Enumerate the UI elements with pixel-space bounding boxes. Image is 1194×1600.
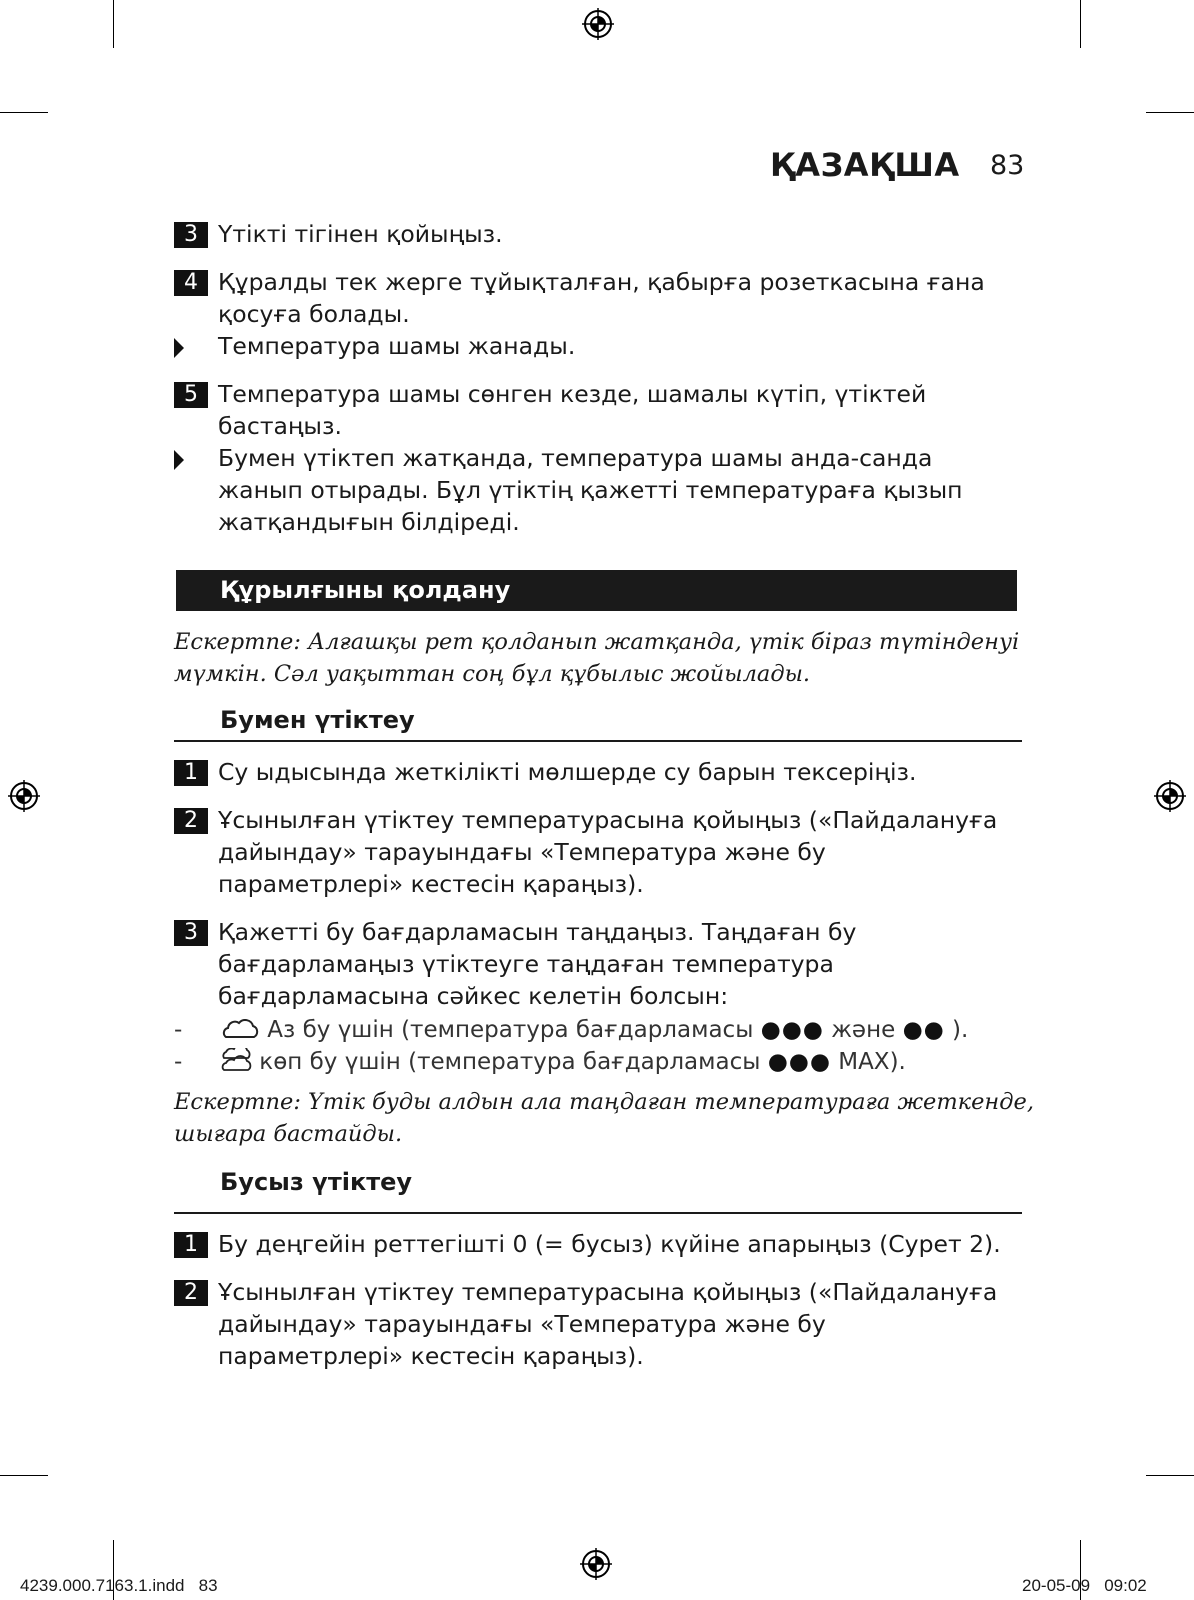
note-text: Ескертпе: Алғашқы рет қолданып жатқанда, үтік біраз түтінденуі мүмкін. Сәл уақыттан соң бұл құбылыс жойылады. xyxy=(174,629,1020,687)
step-text: Бу деңгейін реттегішті 0 (= бусыз) күйіне апарыңыз (Сурет 2). xyxy=(218,1230,1001,1258)
crop-mark xyxy=(113,0,114,48)
date-slug: 20-05-09 09:02 xyxy=(1022,1576,1147,1595)
subsection-heading: Бусыз үтіктеу xyxy=(220,1168,413,1196)
step-text: Ұсынылған үтіктеу температурасына қойыңыз («Пайдалануға дайындау» тарауындағы «Температура және бу параметрлері» кестесін қараңыз). xyxy=(218,806,998,898)
step-text: Су ыдысында жеткілікті мөлшерде су барын тексеріңіз. xyxy=(218,758,917,786)
step-text: Температура шамы сөнген кезде, шамалы күтіп, үтіктей бастаңыз. xyxy=(218,380,927,440)
bullet-text: Температура шамы жанады. xyxy=(218,332,576,360)
double-cloud-icon xyxy=(220,1048,252,1072)
step-number: 5 xyxy=(174,382,208,408)
step-number: 2 xyxy=(174,1280,208,1306)
option-pre-text: көп бу үшін (температура бағдарламасы xyxy=(252,1049,768,1075)
step-item xyxy=(174,1228,1001,1258)
page-number: 83 xyxy=(990,150,1025,181)
crop-mark xyxy=(1146,1475,1194,1476)
option-mid-text: MAX). xyxy=(830,1049,906,1075)
step-item xyxy=(174,378,927,440)
step-number: 3 xyxy=(174,920,208,946)
file-slug: 4239.000.7163.1.indd 83 xyxy=(20,1576,218,1595)
registration-mark-icon xyxy=(582,8,614,40)
step-number: 4 xyxy=(174,270,208,296)
crop-mark xyxy=(0,112,48,113)
step-text: Ұсынылған үтіктеу температурасына қойыңыз («Пайдалануға дайындау» тарауындағы «Температура және бу параметрлері» кестесін қараңыз). xyxy=(218,1278,998,1370)
step-text: Үтікті тігінен қойыңыз. xyxy=(218,220,503,248)
step-text: Құралды тек жерге тұйықталған, қабырға розеткасына ғана қосуға болады. xyxy=(218,268,985,328)
subsection-heading: Бумен үтіктеу xyxy=(220,706,415,734)
registration-mark-icon xyxy=(580,1548,612,1580)
temp-dots: ●● xyxy=(902,1017,945,1043)
note-text: Ескертпе: Үтік буды алдын ала таңдаған температураға жеткенде, шығара бастайды. xyxy=(174,1089,1034,1147)
temp-dots: ●●● xyxy=(767,1049,831,1075)
step-item xyxy=(174,916,857,1010)
heading-rule xyxy=(174,740,1022,742)
step-number: 1 xyxy=(174,1232,208,1258)
crop-mark xyxy=(1146,112,1194,113)
dash-marker: - xyxy=(174,1049,183,1075)
registration-mark-icon xyxy=(8,780,40,812)
bullet-icon xyxy=(174,450,184,470)
step-item xyxy=(174,266,985,328)
step-number: 1 xyxy=(174,760,208,786)
temp-dots: ●●● xyxy=(760,1017,824,1043)
step-item xyxy=(174,218,503,248)
bullet-icon xyxy=(174,338,184,358)
registration-mark-icon xyxy=(1154,780,1186,812)
heading-rule xyxy=(174,1212,1022,1214)
step-item xyxy=(174,756,917,786)
option-text xyxy=(220,1046,906,1078)
section-heading-bar xyxy=(176,570,1017,611)
section-title: Құрылғыны қолдану xyxy=(220,576,511,604)
step-item xyxy=(174,804,998,898)
step-text: Қажетті бу бағдарламасын таңдаңыз. Таңдаған бу бағдарламаңыз үтіктеуге таңдаған температура бағдарламасына сәйкес келетін болсын: xyxy=(218,918,857,1010)
option-pre-text: Аз бу үшін (температура бағдарламасы xyxy=(260,1017,761,1043)
crop-mark xyxy=(1080,0,1081,48)
cloud-icon xyxy=(220,1019,260,1039)
step-item xyxy=(174,1276,998,1370)
option-post-text: ). xyxy=(944,1017,969,1043)
option-text xyxy=(220,1014,968,1046)
option-mid-text: және xyxy=(823,1017,903,1043)
step-number: 3 xyxy=(174,222,208,248)
bullet-text: Бумен үтіктеп жатқанда, температура шамы анда-санда жанып отырады. Бұл үтіктің қажетті температураға қызып жатқандығын білдіреді. xyxy=(218,444,963,536)
dash-marker: - xyxy=(174,1017,183,1043)
crop-mark xyxy=(0,1475,48,1476)
page-language-title: ҚАЗАҚША xyxy=(770,146,960,184)
step-number: 2 xyxy=(174,808,208,834)
